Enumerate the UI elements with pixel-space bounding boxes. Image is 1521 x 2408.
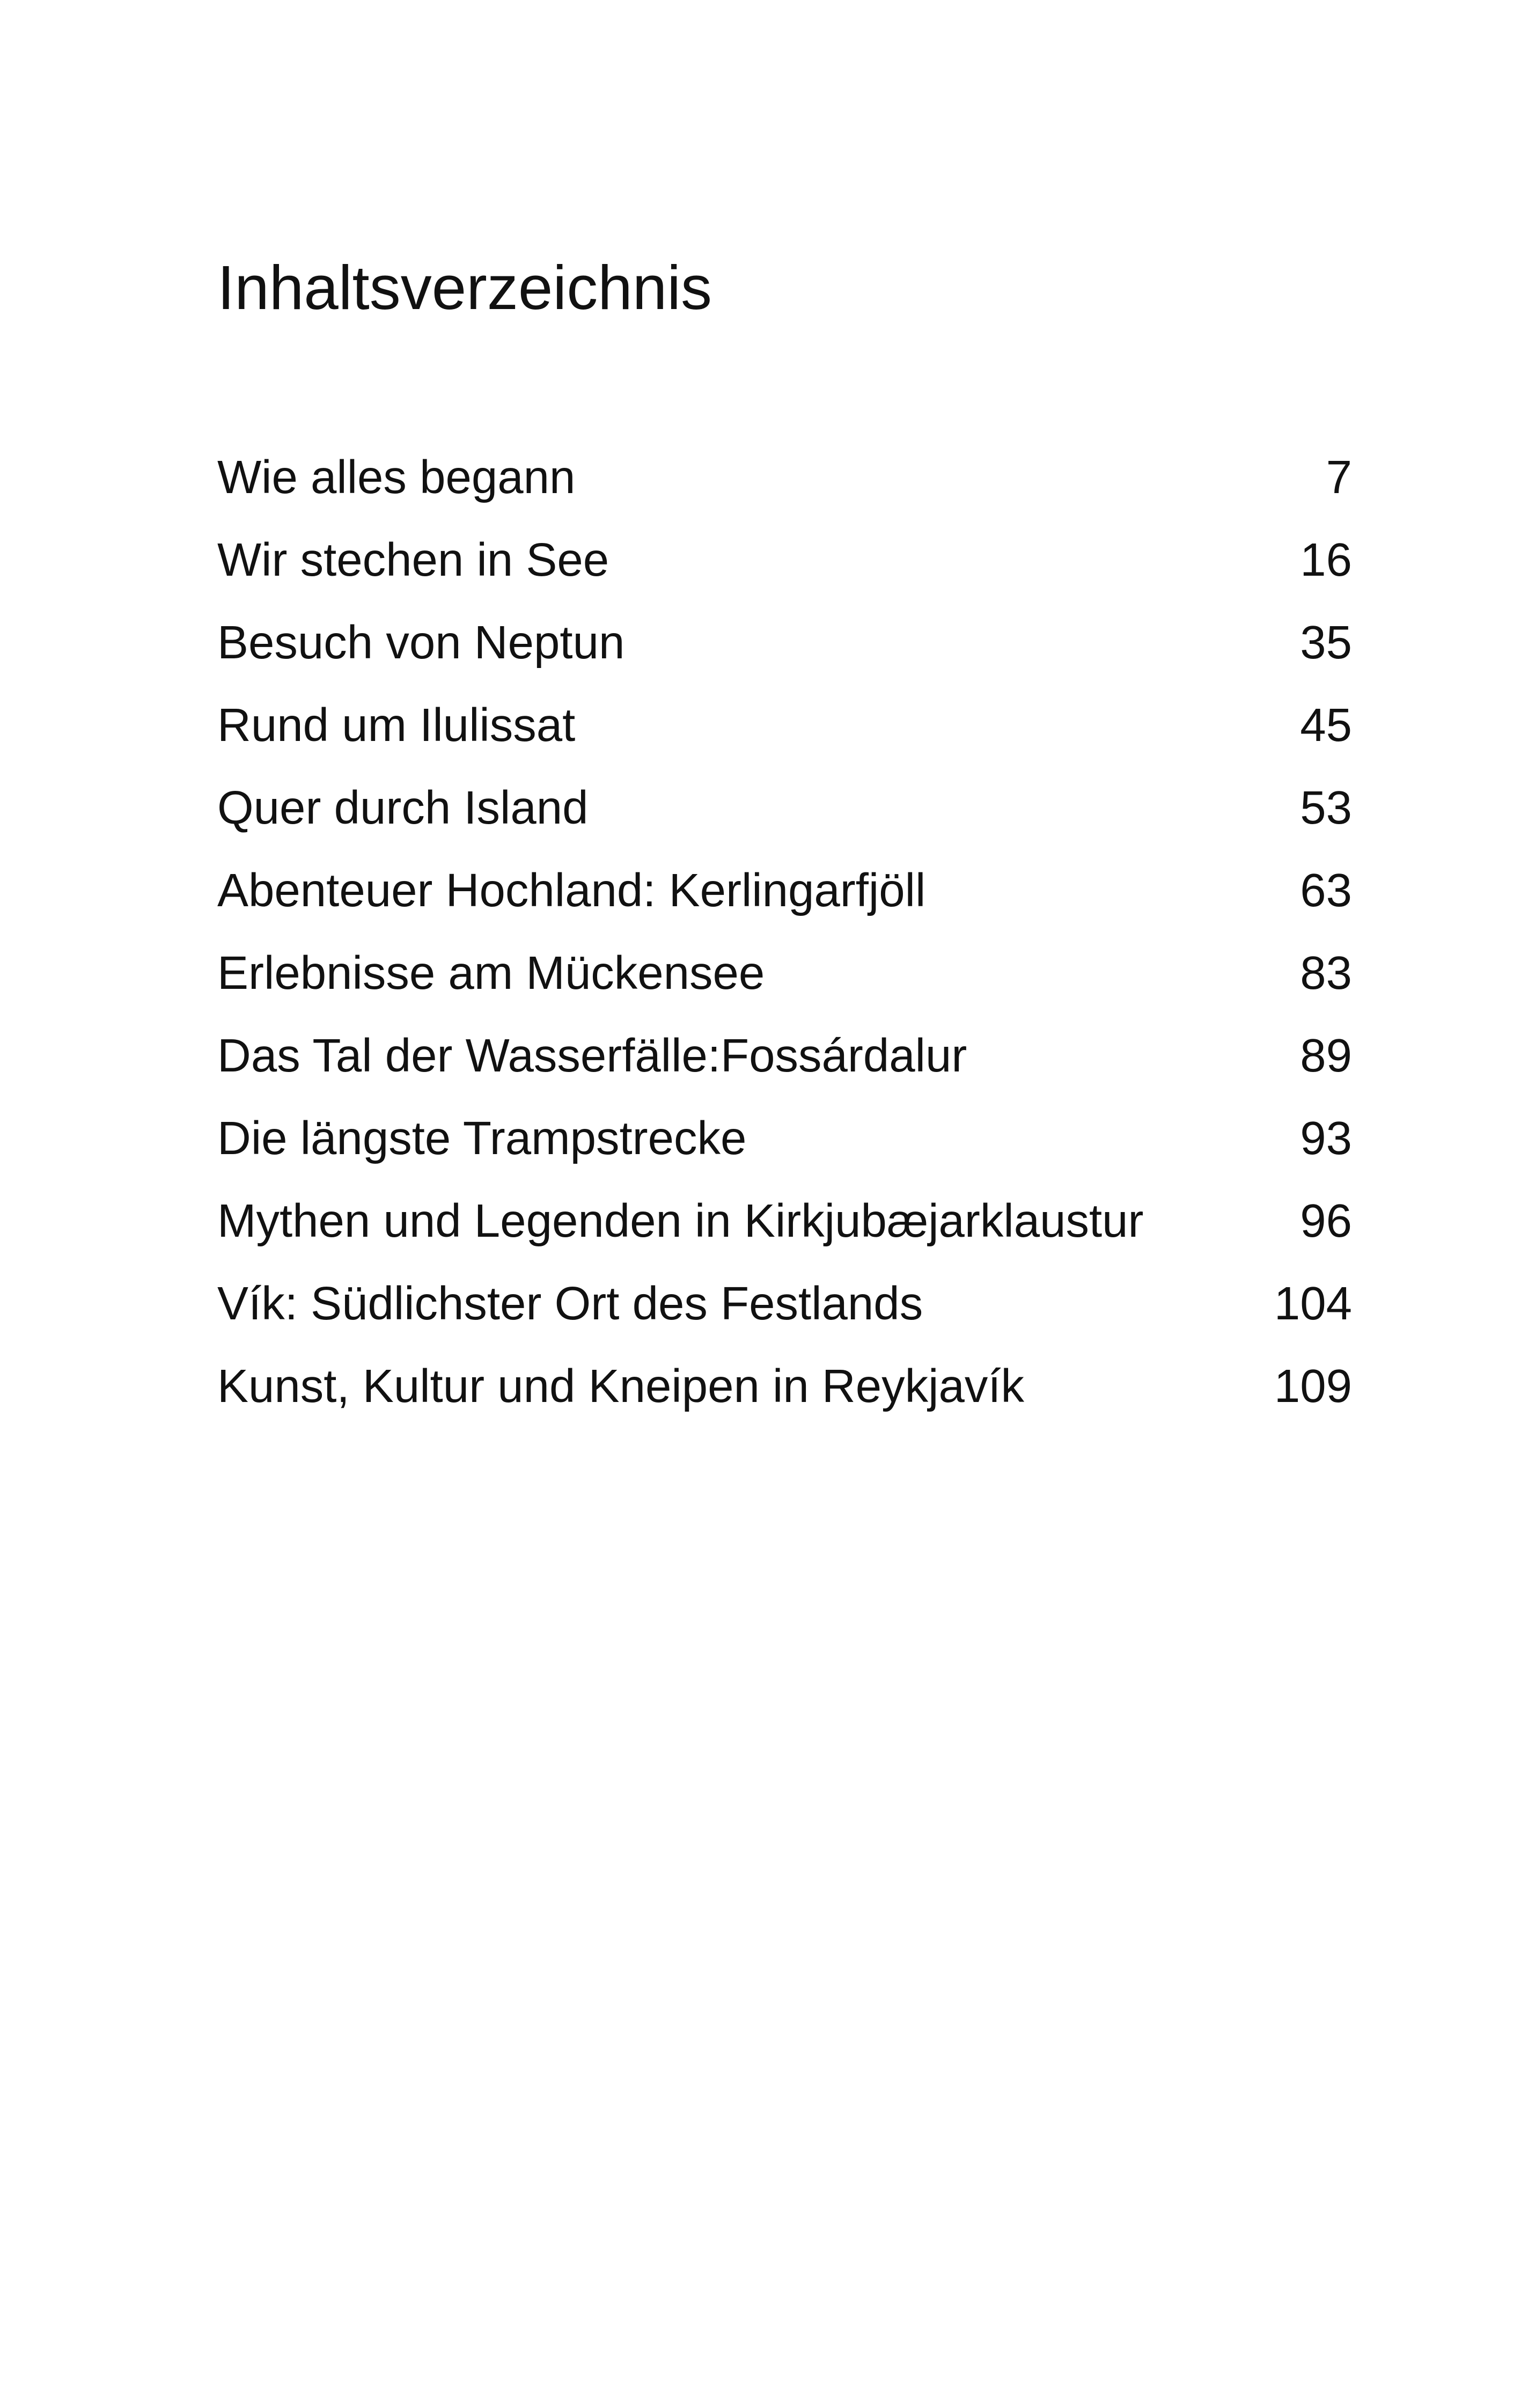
toc-entry (217, 451, 1352, 537)
toc-entry-title: Rund um Ilulissat (217, 699, 576, 751)
toc-entry-title: Wir stechen in See (217, 534, 609, 586)
toc-entry (217, 947, 1352, 1032)
toc-entry-page-number: 53 (1300, 782, 1352, 834)
toc-entry-title: Besuch von Neptun (217, 616, 625, 669)
toc-entry (217, 784, 1352, 867)
toc-entry-page-number: 93 (1300, 1112, 1352, 1164)
toc-entry (217, 616, 1352, 702)
toc-entry (217, 699, 1352, 784)
toc-entry-title: Das Tal der Wasserfälle:Fossárdalur (217, 1030, 967, 1082)
toc-entry-page-number: 45 (1300, 699, 1352, 751)
toc-entry-page-number: 7 (1326, 451, 1352, 503)
toc-entry-title: Wie alles begann (217, 451, 576, 503)
toc-entry-title: Kunst, Kultur und Kneipen in Reykjavík (217, 1360, 1025, 1412)
toc-entry-title: Quer durch Island (217, 782, 589, 834)
toc-entry-title: Erlebnisse am Mückensee (217, 947, 765, 999)
toc-entry (217, 1360, 1352, 1445)
toc-entry-title: Vík: Südlichster Ort des Festlands (217, 1278, 923, 1330)
toc-entry (217, 1280, 1352, 1363)
toc-entry-page-number: 104 (1274, 1278, 1352, 1330)
toc-entry-page-number: 16 (1300, 534, 1352, 586)
toc-entry (217, 1032, 1352, 1115)
toc-entry-page-number: 63 (1300, 864, 1352, 916)
toc-entry-page-number: 83 (1300, 947, 1352, 999)
toc-entry-title: Mythen und Legenden in Kirkjubæjarklaustur (217, 1195, 1144, 1247)
toc-entry-title: Abenteuer Hochland: Kerlingarfjöll (217, 864, 926, 916)
toc-entry (217, 534, 1352, 619)
toc-entry-page-number: 89 (1300, 1030, 1352, 1082)
table-of-contents (217, 451, 1352, 1445)
toc-entry-title: Die längste Trampstrecke (217, 1112, 747, 1164)
page-title: Inhaltsverzeichnis (217, 253, 712, 322)
toc-entry-page-number: 35 (1300, 616, 1352, 669)
toc-entry-page-number: 96 (1300, 1195, 1352, 1247)
toc-entry (217, 1195, 1352, 1280)
toc-entry (217, 864, 1352, 950)
toc-entry (217, 1112, 1352, 1198)
toc-entry-page-number: 109 (1274, 1360, 1352, 1412)
